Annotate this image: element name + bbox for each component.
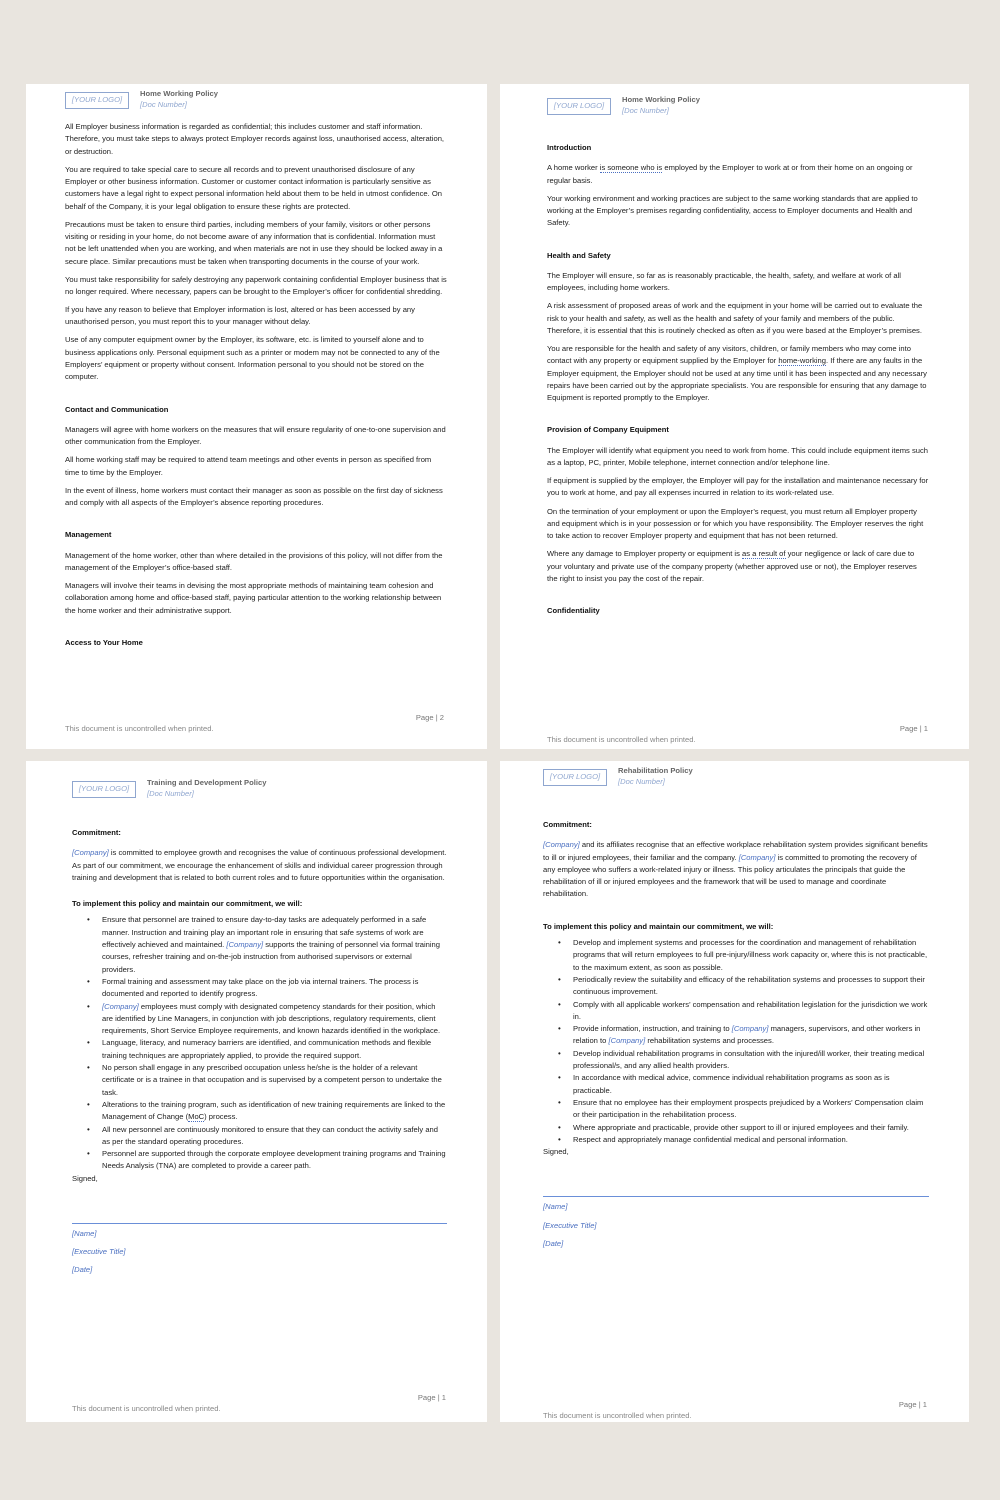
page-header — [72, 780, 447, 827]
paragraph: Your working environment and working practices are subject to the same working standards that are applied to working at the Employer’s premises regarding confidentiality, access to Employer documents and Health and Safety. — [547, 193, 918, 228]
list-item: • Develop and implement systems and processes for the coordination and management of rehabilitation programs that will return employees to full pre-injury/illness work capacity or, where this is not practicable, to the maximum extent, as soon as possible. — [573, 937, 929, 974]
paragraph: A home worker is someone who is employed by the Employer to work at or from their home on an ongoing or regular basis. — [547, 163, 913, 185]
paragraph: All home working staff may be required to attend team meetings and other events in person as specified from time to time by the Employer. — [65, 455, 432, 477]
paragraph: The Employer will ensure, so far as is reasonably practicable, the health, safety, and welfare at work of all employees, including home workers. — [547, 270, 901, 293]
page-body — [65, 121, 447, 649]
page-footer: This document is uncontrolled when printed. — [547, 735, 696, 744]
list-item: • Ensure that personnel are trained to ensure day-to-day tasks are adequately performed in a safe manner. Instruction and training play an important role in ensuring that safe systems of work are effectively achieved and maintained. [Company] supports the training of personnel via formal training courses, refresher training and on-the-job instruction from authorised supervisors or external providers. — [102, 914, 447, 975]
section-heading: Health and Safety — [547, 250, 611, 260]
list-item: • Provide information, instruction, and training to [Company] managers, supervisors, and other workers in relation to [Company] rehabilitation systems and processes. — [573, 1023, 929, 1048]
page-body — [543, 819, 929, 1250]
logo-placeholder: [YOUR LOGO] — [543, 769, 607, 786]
page-header — [65, 91, 447, 121]
section-heading: Confidentiality — [547, 606, 600, 616]
section-heading: To implement this policy and maintain our commitment, we will: — [543, 921, 774, 931]
paragraph: On the termination of your employment or upon the Employer’s request, you must return all Employer property and equipment which is in your possession or for which you have responsibility. The Employer reserves the right to take action to recover Employer property and equipment that has not been returned. — [547, 506, 924, 541]
paragraph: A risk assessment of proposed areas of work and the equipment in your home will be carried out to evaluate the risk to your health and safety, as well as the health and safety of your family and members of the public. Therefore, it is essential that this is routinely checked as often as if you were based at the Employer’s premises. — [547, 301, 923, 335]
paragraph: You are responsible for the health and safety of any visitors, children, or family members who may come into contact with any property or equipment supplied by the Employer for home-working. If there are any faults in the Employer equipment, the Employer should not be used at any time until it has been inspected and any necessary repairs have been carried out by the appropriate specialists. You are responsible for ensuring that any damage to Equipment is reported promptly to the Employer. — [547, 343, 927, 403]
page-number: Page | 2 — [415, 713, 444, 722]
date-placeholder: [Date] — [72, 1265, 93, 1275]
section-heading: Provision of Company Equipment — [547, 425, 669, 435]
paragraph: Use of any computer equipment owner by the Employer, its software, etc. is limited to yourself alone and to business applications only. Personal equipment such as a printer or modem may not be connected to any of the Employers’ equipment or property without consent. Information personal to you should not be stored on the computer. — [65, 335, 440, 382]
paragraph: You must take responsibility for safely destroying any paperwork containing confidential Employer business that is no longer required. Where necessary, papers can be brought to the Employer’s officer for confidential shredding. — [65, 274, 447, 296]
document-title: Rehabilitation Policy — [618, 766, 693, 775]
doc-number: [Doc Number] — [622, 106, 669, 115]
list-item: • Personnel are supported through the corporate employee development training programs and Training Needs Analysis (TNA) are completed to provide a career path. — [102, 1148, 447, 1173]
paragraph: Management of the home worker, other than where detailed in the provisions of this policy, will not differ from the management of the Employer’s office-based staff. — [65, 550, 443, 572]
page-header — [543, 766, 929, 819]
section-heading: Commitment: — [72, 828, 121, 837]
page-body — [547, 142, 929, 617]
document-title: Home Working Policy — [622, 95, 700, 104]
list-item: • Periodically review the suitability and efficacy of the rehabilitation systems and processes to support their continuous improvement. — [573, 974, 929, 999]
page-number: Page | 1 — [898, 1400, 927, 1409]
list-item: • In accordance with medical advice, commence individual rehabilitation programs as soon as is practicable. — [573, 1072, 929, 1097]
paragraph: In the event of illness, home workers must contact their manager as soon as possible on the first day of sickness and comply with all aspects of the Employer’s absence reporting procedures. — [65, 485, 443, 507]
page-number: Page | 1 — [417, 1393, 446, 1402]
page-header — [547, 97, 929, 142]
list-item: • No person shall engage in any prescribed occupation unless he/she is the holder of a relevant certificate or is a trainee in that occupation and is supervised by a competent person to undertake the task. — [102, 1062, 447, 1099]
document-page-rehabilitation-policy — [500, 761, 969, 1422]
date-placeholder: [Date] — [543, 1238, 564, 1248]
section-heading: Management — [65, 530, 112, 540]
signature-line — [72, 1223, 447, 1224]
section-heading: Introduction — [547, 143, 592, 152]
paragraph: Precautions must be taken to ensure third parties, including members of your family, visitors or other persons visiting or residing in your home, do not become aware of any information that is confidential. Information must not be left unattended when you are working, and when materials are not in use they should be locked away in a secure place. Similar precautions must be taken when transporting documents in the course of your work. — [65, 219, 443, 266]
list-item: • Develop individual rehabilitation programs in consultation with the injured/ill worker, their treating medical professional/s, and any allied health providers. — [573, 1048, 929, 1073]
paragraph: If you have any reason to believe that Employer information is lost, altered or has been accessed by any unauthorised person, you must report this to your manager without delay. — [65, 305, 415, 327]
page-footer: This document is uncontrolled when printed. — [65, 724, 214, 733]
company-placeholder: [Company] — [72, 848, 109, 858]
executive-title-placeholder: [Executive Title] — [543, 1220, 597, 1230]
paragraph: [Company] is committed to employee growth and recognises the value of continuous professional development. As part of our commitment, we encourage the enhancement of skills and individual career progression through training and development that is related to both current roles and to future opportunities within the organisation. — [72, 848, 447, 882]
list-item: • Respect and appropriately manage confidential medical and personal information. — [573, 1134, 929, 1146]
name-placeholder: [Name] — [543, 1202, 568, 1212]
paragraph: [Company] and its affiliates recognise that an effective workplace rehabilitation system provides significant benefits to ill or injured employees, their familiar and the company. [Company] is committed to promoting the recovery of any employee who suffers a work-related injury or illness. This policy articulates the principals that guide the rehabilitation of ill or injured employees and the framework that will be used to manage and coordinate rehabilitation. — [543, 840, 928, 899]
document-page-training-policy — [26, 761, 487, 1422]
page-number: Page | 1 — [899, 724, 928, 733]
list-item: • Ensure that no employee has their employment prospects prejudiced by a Workers’ Compensation claim or their participation in the rehabilitation process. — [573, 1097, 929, 1122]
doc-number: [Doc Number] — [147, 789, 194, 798]
page-footer: This document is uncontrolled when printed. — [72, 1404, 221, 1413]
document-page-home-working-2 — [26, 84, 487, 749]
name-placeholder: [Name] — [72, 1229, 97, 1239]
list-item: • Where appropriate and practicable, provide other support to ill or injured employees and their family. — [573, 1122, 929, 1134]
document-page-home-working-1 — [500, 84, 969, 749]
paragraph: Managers will agree with home workers on the measures that will ensure regularity of one-to-one supervision and other communication from the Employer. — [65, 424, 446, 447]
logo-placeholder: [YOUR LOGO] — [65, 92, 129, 109]
document-title: Training and Development Policy — [147, 778, 267, 787]
list-item: • All new personnel are continuously monitored to ensure that they can conduct the activity safely and as per the standard operating procedures. — [102, 1124, 447, 1149]
executive-title-placeholder: [Executive Title] — [72, 1247, 126, 1257]
logo-placeholder: [YOUR LOGO] — [547, 98, 611, 115]
list-item: • Formal training and assessment may take place on the job via internal trainers. The process is documented and reported to identify progress. — [102, 976, 447, 1001]
section-heading: Access to Your Home — [65, 637, 143, 647]
signed-label: Signed, — [72, 1173, 98, 1183]
doc-number: [Doc Number] — [140, 100, 187, 109]
bullet-list — [72, 914, 447, 1172]
doc-number: [Doc Number] — [618, 777, 665, 786]
paragraph: If equipment is supplied by the employer, the Employer will pay for the installation and maintenance necessary for you to work at home, and pay all expenses incurred in relation to its work-related use. — [547, 476, 929, 498]
section-heading: Commitment: — [543, 820, 592, 829]
list-item: • [Company] employees must comply with designated competency standards for their position, which are identified by Line Managers, in conjunction with job descriptions, regulatory requirements, client requirements, Short Service Employee requirements, and known hazards identified in the workplace. — [102, 1001, 447, 1038]
paragraph: All Employer business information is regarded as confidential; this includes customer and staff information. Therefore, you must take steps to always protect Employer records against loss, unauthorised access, alteration, or destruction. — [65, 122, 445, 156]
paragraph: Managers will involve their teams in devising the most appropriate methods of maintaining team cohesion and collaboration among home and office-based staff, paying particular attention to the working relationship between the home worker and their administrative support. — [65, 580, 442, 615]
page-footer: This document is uncontrolled when printed. — [543, 1411, 692, 1420]
section-heading: To implement this policy and maintain our commitment, we will: — [72, 899, 303, 909]
signature-line — [543, 1196, 929, 1197]
list-item: • Alterations to the training program, such as identification of new training requirements are linked to the Management of Change (MoC) process. — [102, 1099, 447, 1124]
paragraph: You are required to take special care to secure all records and to prevent unauthorised disclosure of any Employer or other business information. Customer or customer contact information is particularly sensitive as customers have a legal right to expect personal information held about them to be held in utmost confidence. On behalf of the Company, it is your legal obligation to ensure these rights are protected. — [65, 164, 442, 211]
bullet-list — [543, 937, 929, 1146]
signed-label: Signed, — [543, 1147, 569, 1157]
section-heading: Contact and Communication — [65, 404, 169, 414]
paragraph: Where any damage to Employer property or equipment is as a result of your negligence or lack of care due to your voluntary and private use of the company property (whether approved use or not), the Employer reserves the right to insist you pay the cost of the repair. — [547, 549, 917, 583]
page-body — [72, 827, 447, 1277]
list-item: • Comply with all applicable workers’ compensation and rehabilitation legislation for the jurisdiction we work in. — [573, 999, 929, 1024]
logo-placeholder: [YOUR LOGO] — [72, 781, 136, 798]
paragraph: The Employer will identify what equipment you need to work from home. This could include equipment items such as a laptop, PC, printer, Mobile telephone, internet connection and/or telephone line. — [547, 445, 928, 468]
list-item: • Language, literacy, and numeracy barriers are identified, and communication methods and flexible training techniques are appropriately applied, to provide the required support. — [102, 1037, 447, 1062]
document-title: Home Working Policy — [140, 89, 218, 98]
company-placeholder: [Company] — [543, 840, 580, 850]
